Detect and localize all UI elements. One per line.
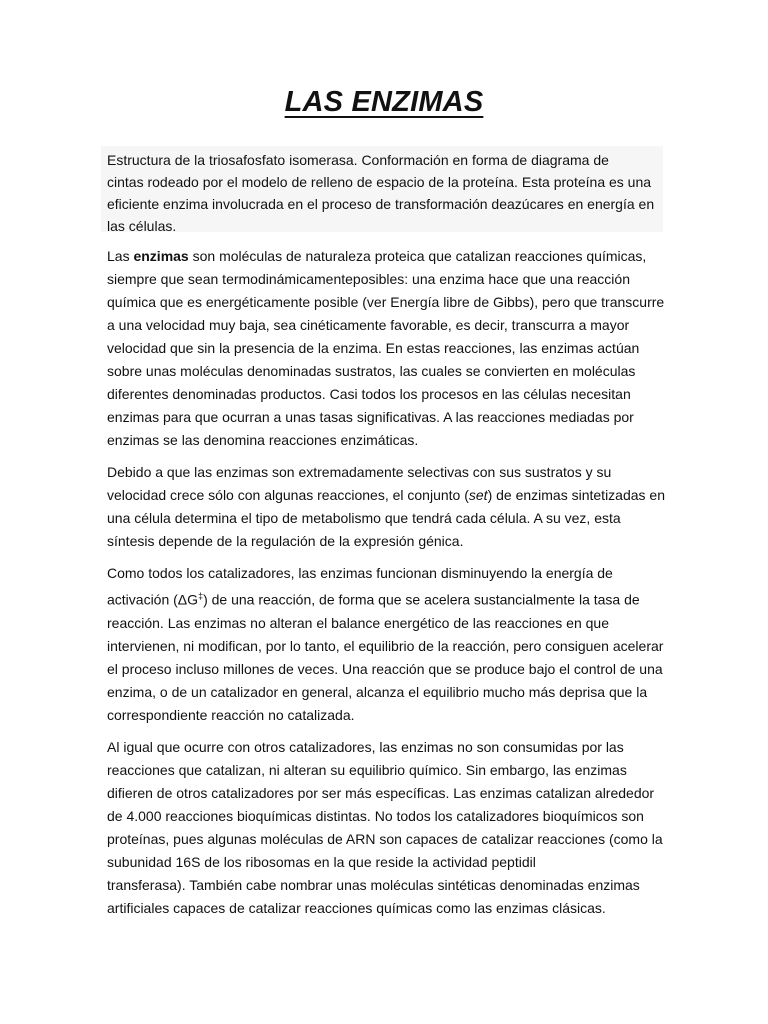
paragraph-line: diferentes denominadas productos. Casi todos los procesos en las células necesitan	[107, 386, 631, 402]
paragraph-line: a una velocidad muy baja, sea cinéticamente favorable, es decir, transcurra a mayor	[107, 317, 630, 333]
paragraph-line: reacciones que catalizan, ni alteran su equilibrio químico. Sin embargo, las enzimas	[107, 761, 627, 778]
paragraph-line: una célula determina el tipo de metabolismo que tendrá cada célula. A su vez, esta	[107, 510, 621, 526]
paragraph-line: siempre que sean termodinámicamenteposibles: una enzima hace que una reacción	[107, 271, 630, 287]
paragraph-line	[107, 585, 667, 612]
paragraph-line: Al igual que ocurre con otros catalizadores, las enzimas no son consumidas por las	[107, 738, 624, 755]
paragraph-line: química que es energéticamente posible (ver Energía libre de Gibbs), pero que transcurre	[107, 294, 665, 310]
paragraph-line: artificiales capaces de catalizar reacciones químicas como las enzimas clásicas.	[107, 899, 606, 916]
paragraph-selectivity	[107, 461, 667, 553]
caption-line: Estructura de la triosafosfato isomerasa. Conformación en forma de diagrama de	[107, 152, 609, 168]
text-run: son moléculas de naturaleza proteica que catalizan reacciones químicas,	[188, 248, 647, 264]
paragraph-line: Debido a que las enzimas son extremadamente selectivas con sus sustratos y su	[107, 464, 612, 480]
paragraph-line: el proceso incluso millones de veces. Una reacción que se produce bajo el control de una	[107, 660, 663, 677]
caption-line: eficiente enzima involucrada en el proceso de transformación deazúcares en energía en	[107, 196, 655, 212]
paragraph-line: correspondiente reacción no catalizada.	[107, 706, 355, 723]
paragraph-line: reacción. Las enzimas no alteran el balance energético de las reacciones en que	[107, 614, 609, 631]
text-run: Las	[107, 248, 134, 264]
paragraph-line: de 4.000 reacciones bioquímicas distintas. No todos los catalizadores bioquímicos son	[107, 807, 644, 824]
paragraph-line: enzimas para que ocurran a unas tasas significativas. A las reacciones mediadas por	[107, 409, 634, 425]
paragraph-definition	[107, 245, 667, 452]
paragraph-line: difieren de otros catalizadores por ser más específicas. Las enzimas catalizan alrededor	[107, 784, 655, 801]
paragraph-line: Como todos los catalizadores, las enzimas funcionan disminuyendo la energía de	[107, 565, 613, 581]
text-run: ) de una reacción, de forma que se acelera sustancialmente la tasa de	[203, 591, 640, 608]
superscript: ‡	[198, 591, 204, 601]
bold-term: enzimas	[133, 248, 189, 264]
image-caption	[101, 146, 663, 232]
paragraph-line: velocidad que sin la presencia de la enzima. En estas reacciones, las enzimas actúan	[107, 340, 640, 356]
text-run: activación (ΔG	[107, 591, 199, 608]
paragraph-line: enzima, o de un catalizador en general, alcanza el equilibrio mucho más deprisa que la	[107, 683, 648, 700]
body-text	[107, 245, 667, 929]
paragraph-line: transferasa). También cabe nombrar unas moléculas sintéticas denominadas enzimas	[107, 876, 640, 893]
paragraph-line: enzimas se las denomina reacciones enzimáticas.	[107, 432, 419, 448]
italic-term: set	[468, 487, 488, 503]
paragraph-catalysts	[107, 736, 667, 920]
paragraph-activation-energy	[107, 562, 667, 727]
text-run: ) de enzimas sintetizadas en	[487, 487, 666, 503]
text-run: velocidad crece sólo con algunas reacciones, el conjunto (	[107, 487, 469, 503]
paragraph-line	[107, 245, 667, 268]
paragraph-line: síntesis depende de la regulación de la expresión génica.	[107, 533, 464, 549]
page-title: LAS ENZIMAS	[284, 86, 484, 118]
caption-line: las células.	[107, 218, 177, 234]
paragraph-line: intervienen, ni modifican, por lo tanto, el equilibrio de la reacción, pero consiguen acelerar	[107, 637, 664, 654]
paragraph-line: sobre unas moléculas denominadas sustratos, las cuales se convierten en moléculas	[107, 363, 636, 379]
paragraph-line: subunidad 16S de los ribosomas en la que reside la actividad peptidil	[107, 853, 536, 870]
paragraph-line	[107, 484, 667, 507]
paragraph-line: proteínas, pues algunas moléculas de ARN son capaces de catalizar reacciones (como la	[107, 830, 663, 847]
caption-line: cintas rodeado por el modelo de relleno de espacio de la proteína. Esta proteína es una	[107, 174, 652, 190]
